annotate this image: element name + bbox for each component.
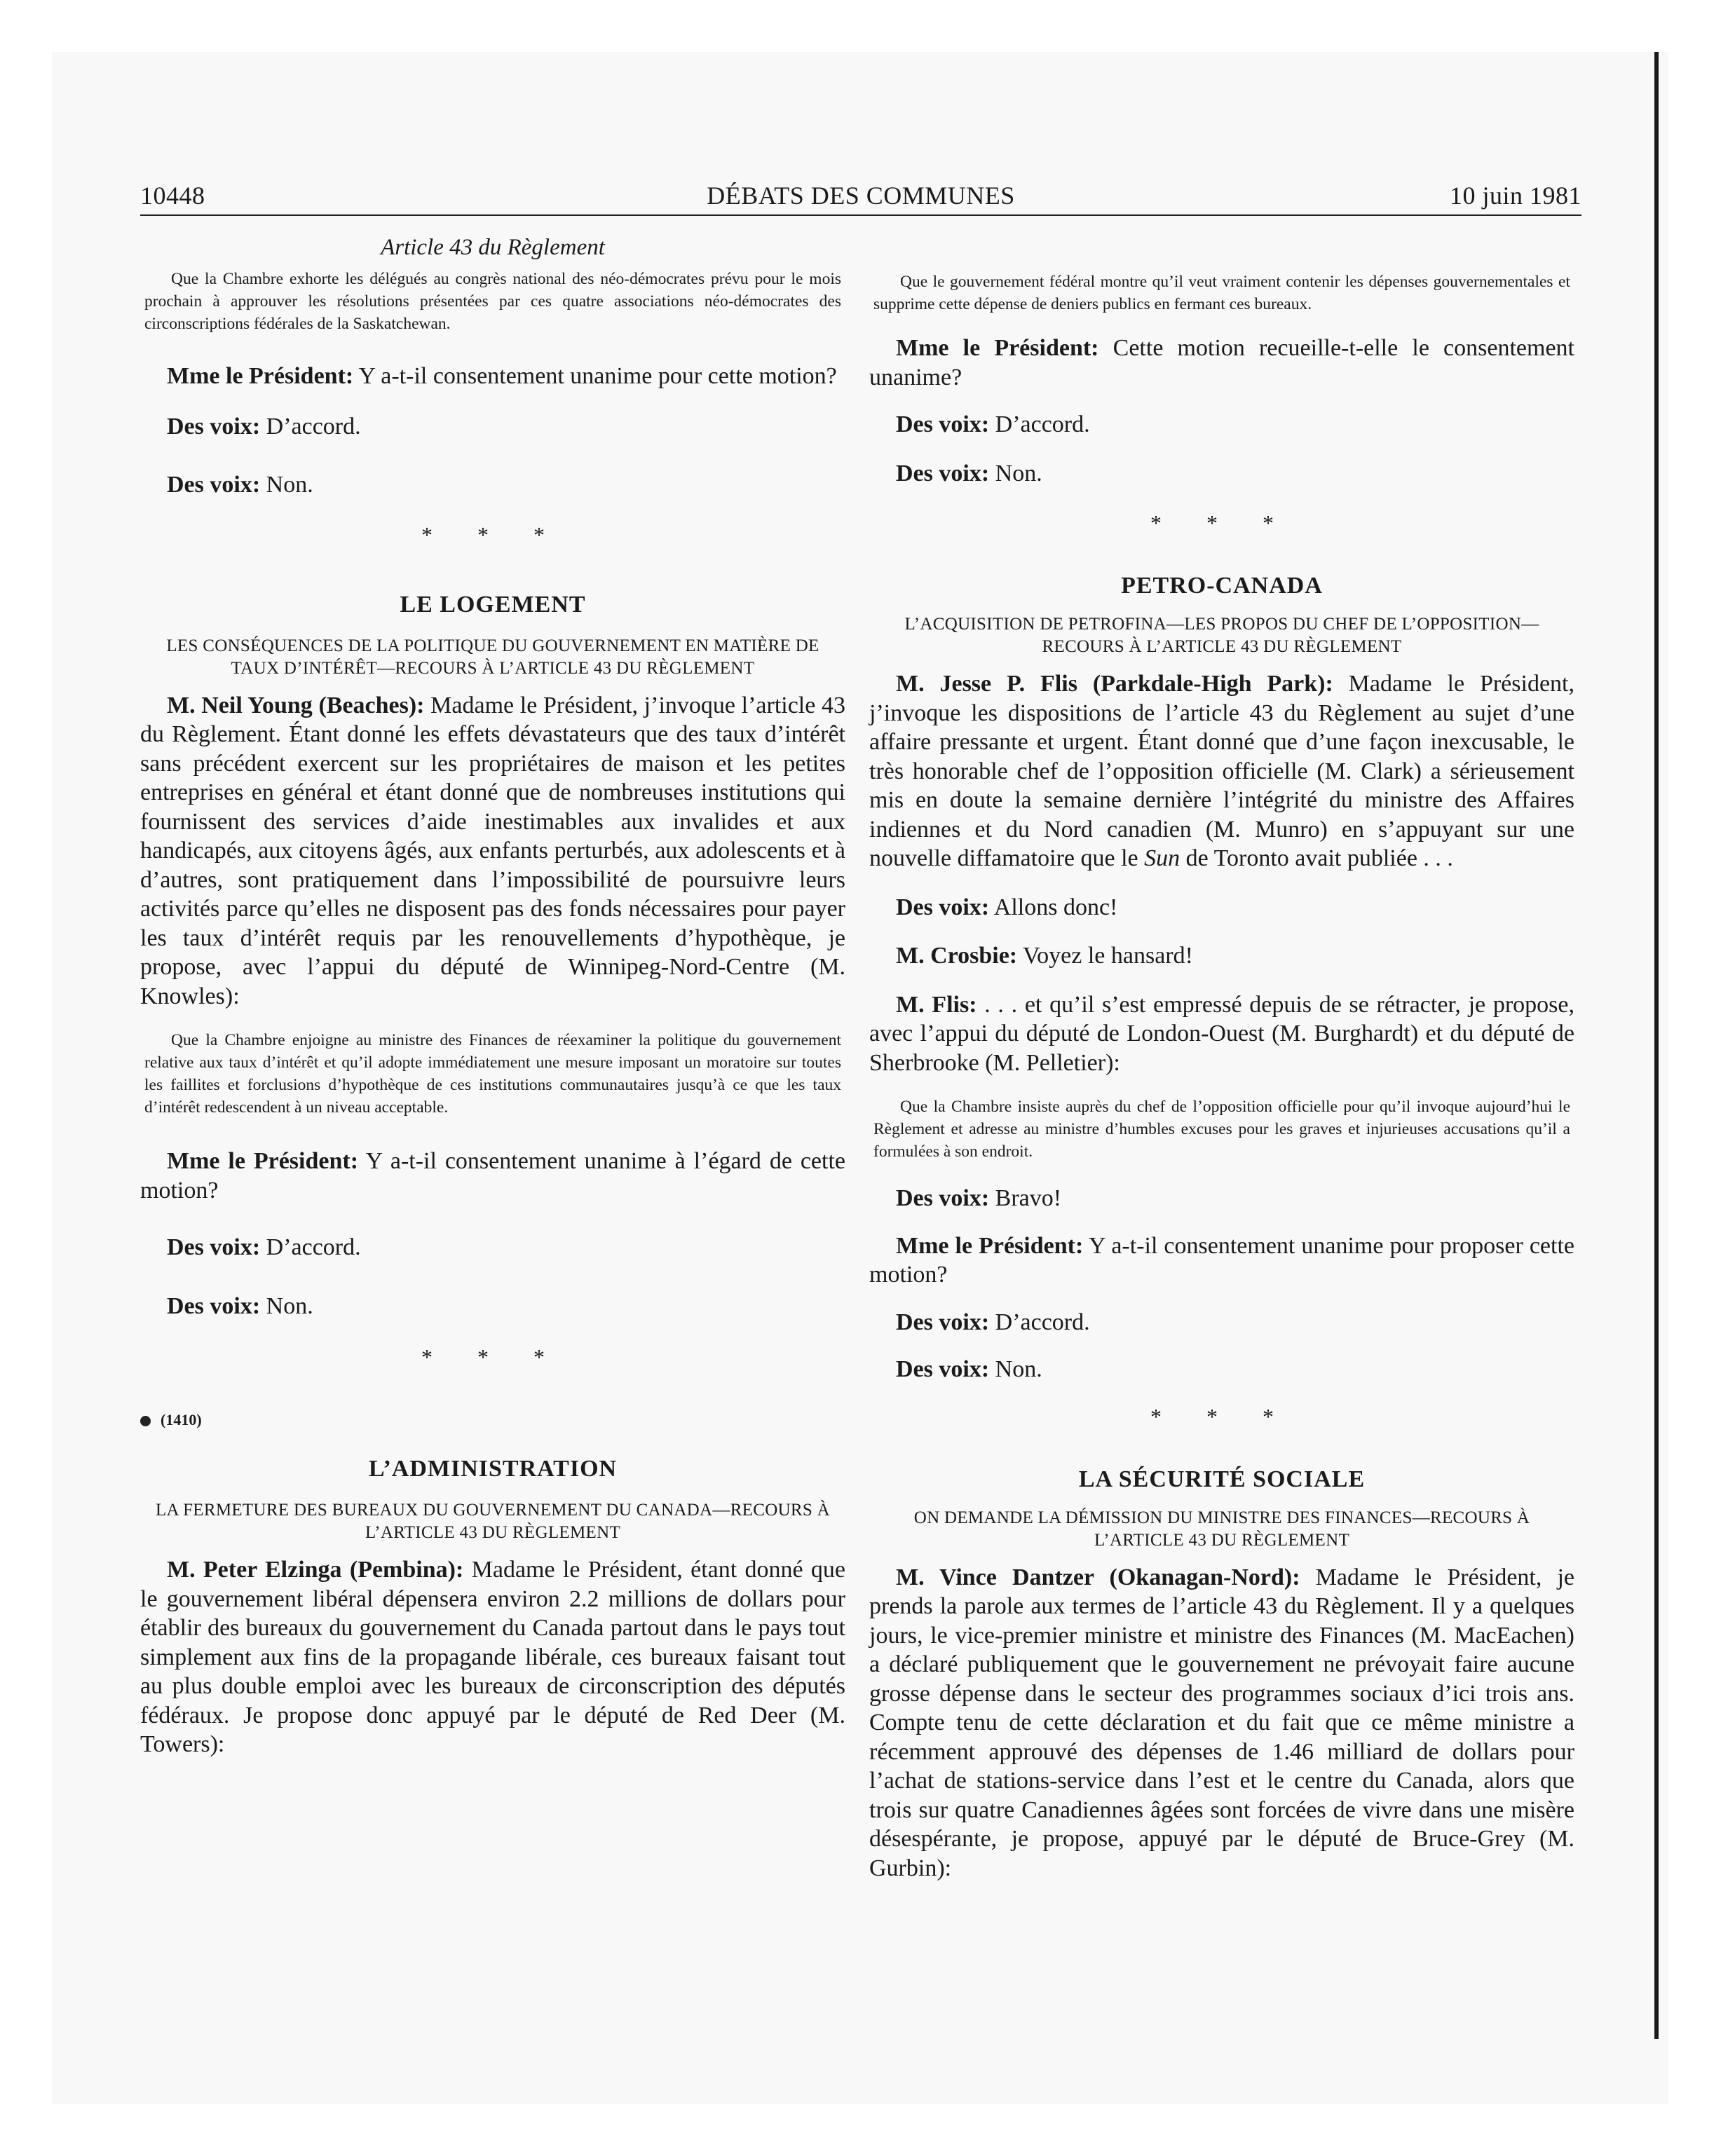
- section-subtitle: L’ACQUISITION DE PETROFINA—LES PROPOS DU CHEF DE L’OPPOSITION—RECOURS À L’ARTICLE 43 DU RÈGLEMENT: [904, 615, 1539, 656]
- speech: [869, 459, 1574, 489]
- speech-text: Non.: [260, 1292, 313, 1319]
- speech: [869, 1184, 1574, 1213]
- speech: [869, 669, 1574, 873]
- section-title: PETRO-CANADA: [1121, 573, 1323, 599]
- speech-text: Madame le Président, étant donné que le gouvernement libéral dépensera environ 2.2 millions de dollars pour établir des bureaux du gouvernement du Canada partout dans le pays tout simplement aux fins de la propagande libérale, ces bureaux faisant tout au plus double emploi avec les bureaux de circonscription des députés fédéraux. Je propose donc appuyé par le député de Red Deer (M. Towers):: [140, 1557, 846, 1757]
- speech: [869, 990, 1574, 1078]
- speaker-name: Des voix:: [167, 413, 261, 439]
- speaker-name: Des voix:: [896, 1185, 990, 1211]
- speaker-name: Des voix:: [167, 472, 261, 498]
- section-separator: * * *: [1150, 1403, 1293, 1429]
- speaker-name: Mme le Président:: [167, 1148, 359, 1174]
- speech-text: Allons donc!: [989, 894, 1118, 920]
- speech: [869, 1563, 1574, 1883]
- speech: [140, 470, 845, 500]
- page-number: 10448: [140, 182, 205, 210]
- speech: [869, 1231, 1574, 1290]
- speech-text: . . . et qu’il s’est empressé depuis de se rétracter, je propose, avec l’appui du député de London-Ouest (M. Burghardt) et du député de Sherbrooke (M. Pelletier):: [869, 991, 1574, 1076]
- speech-text: Madame le Président, je prends la parole aux termes de l’article 43 du Règlement. Il y a quelques jours, le vice-premier ministre et ministre des Finances (M. MacEachen) a déclaré publiquement que le gouvernement ne prévoyait faire aucune grosse dépense dans le secteur des programmes sociaux d’ici trois ans. Compte tenu de cette déclaration et du fait que ce même ministre a récemment approuvé des dépenses de 1.46 milliard de dollars pour l’achat de stations-service dans l’est et le centre du Canada, alors que trois sur quatre Canadiennes âgées sont forcées de vivre dans une misère désespérante, je propose, appuyé par le député de Bruce-Grey (M. Gurbin):: [869, 1564, 1575, 1881]
- section-subtitle: ON DEMANDE LA DÉMISSION DU MINISTRE DES FINANCES—RECOURS À L’ARTICLE 43 DU RÈGLEMENT: [913, 1508, 1530, 1550]
- speaker-name: Des voix:: [896, 1356, 990, 1382]
- speech: [869, 893, 1574, 922]
- timestamp-text: (1410): [161, 1411, 202, 1428]
- speaker-name: M. Vince Dantzer (Okanagan-Nord):: [896, 1564, 1300, 1590]
- speech: [140, 691, 845, 1011]
- speaker-name: Mme le Président:: [167, 363, 354, 389]
- speaker-name: Des voix:: [896, 894, 990, 920]
- speech: [140, 412, 845, 442]
- speech-text: Non.: [989, 460, 1042, 486]
- section-separator: * * *: [421, 1344, 564, 1370]
- page-edge-rule: [1654, 52, 1659, 2039]
- motion-quote: Que la Chambre exhorte les délégués au congrès national des néo-démocrates prévu pour le mois prochain à approuver les résolutions présentées par ces quatre associations néo-démocrates des circonscriptions fédérales de la Saskatchewan.: [144, 270, 841, 333]
- speaker-name: Des voix:: [896, 1309, 990, 1335]
- speech-text: Non.: [260, 472, 313, 498]
- speaker-name: Mme le Président:: [896, 1232, 1084, 1259]
- speech-text: D’accord.: [989, 1309, 1090, 1335]
- speaker-name: Des voix:: [167, 1234, 261, 1260]
- speaker-name: Des voix:: [896, 460, 990, 486]
- header-rule: [140, 214, 1581, 216]
- speech: [140, 1555, 845, 1759]
- speech-text: Cette motion recueille-t-elle le consentement unanime?: [869, 335, 1574, 390]
- section-subtitle: LES CONSÉQUENCES DE LA POLITIQUE DU GOUVERNEMENT EN MATIÈRE DE TAUX D’INTÉRÊT—RECOURS À L’ARTICLE 43 DU RÈGLEMENT: [166, 636, 819, 678]
- speech: [140, 1233, 845, 1262]
- speech-text: Voyez le hansard!: [1017, 943, 1193, 969]
- speech-text: Madame le Président, j’invoque l’article 43 du Règlement. Étant donné les effets dévastateurs que des taux d’intérêt sans précédent exercent sur les propriétaires de maison et les petites entreprises en général et étant donné que de nombreuses institutions qui fournissent des services d’aide inestimables aux invalides et aux handicapés, aux citoyens âgés, aux enfants perturbés, aux adolescents et à d’autres, sont pratiquement dans l’impossibilité de poursuivre leurs activités parce qu’elles ne disposent pas des fonds nécessaires pour payer les taux d’intérêt requis par les renouvellements d’hypothèque, je propose, avec l’appui du député de Winnipeg-Nord-Centre (M. Knowles):: [140, 692, 845, 1009]
- speech: [869, 410, 1574, 439]
- speech-text: Y a-t-il consentement unanime à l’égard de cette motion?: [140, 1148, 845, 1203]
- section-title: LE LOGEMENT: [400, 591, 586, 618]
- bullet-dot-icon: [140, 1416, 151, 1426]
- article-heading: Article 43 du Règlement: [381, 235, 605, 260]
- speech: [869, 1308, 1574, 1337]
- speech-text: Non.: [989, 1356, 1042, 1382]
- speech: [869, 1355, 1574, 1384]
- speech: [140, 1147, 845, 1205]
- speaker-name: M. Peter Elzinga (Pembina):: [167, 1557, 464, 1583]
- right-column: [869, 271, 1574, 1883]
- newspaper-name: Sun: [1144, 845, 1181, 871]
- motion-quote: Que la Chambre insiste auprès du chef de l’opposition officielle pour qu’il invoque aujourd’hui le Règlement et adresse au ministre d’humbles excuses pour les graves et injurieuses accusations qu’il a formulées à son endroit.: [873, 1098, 1570, 1161]
- motion-quote: Que le gouvernement fédéral montre qu’il veut vraiment contenir les dépenses gouvernementales et supprime cette dépense de deniers publics en fermant ces bureaux.: [873, 273, 1570, 313]
- speech-text: D’accord.: [989, 411, 1090, 437]
- speaker-name: M. Jesse P. Flis (Parkdale-High Park):: [896, 671, 1333, 697]
- section-title: L’ADMINISTRATION: [368, 1456, 618, 1482]
- speech-text: Y a-t-il consentement unanime pour cette motion?: [353, 363, 837, 389]
- speaker-name: M. Crosbie:: [896, 943, 1018, 969]
- speaker-name: M. Flis:: [896, 991, 977, 1018]
- page-header: [140, 181, 1581, 216]
- speaker-name: Des voix:: [167, 1292, 261, 1319]
- speech-text: Y a-t-il consentement unanime pour proposer cette motion?: [869, 1232, 1574, 1288]
- section-separator: * * *: [1150, 510, 1293, 535]
- section-title: LA SÉCURITÉ SOCIALE: [1078, 1466, 1366, 1492]
- speech-text: Bravo!: [989, 1185, 1062, 1211]
- speaker-name: Des voix:: [896, 411, 990, 437]
- motion-quote: Que la Chambre enjoigne au ministre des Finances de réexaminer la politique du gouvernement relative aux taux d’intérêt et qu’il adopte immédiatement une mesure imposant un moratoire sur toutes les faillites et forclusions d’hypothèque de ces institutions communautaires jusqu’à ce que les taux d’intérêt redescendent à un niveau acceptable.: [144, 1031, 841, 1117]
- speaker-name: Mme le Président:: [896, 335, 1099, 361]
- speech-text: Madame le Président, j’invoque les dispositions de l’article 43 du Règlement au sujet d’une affaire pressante et urgent. Étant donné que d’une façon inexcusable, le très honorable chef de l’opposition officielle (M. Clark) a sérieusement mis en doute la semaine dernière l’intégrité du ministre des Affaires indiennes et du Nord canadien (M. Munro) en s’appuyant sur une nouvelle diffamatoire que le: [869, 671, 1574, 871]
- speech: [140, 1292, 845, 1321]
- speaker-name: M. Neil Young (Beaches):: [167, 692, 425, 718]
- speech-text: de Toronto avait publiée . . .: [1180, 845, 1453, 871]
- publication-date: 10 juin 1981: [1449, 182, 1581, 210]
- speech: [869, 334, 1574, 392]
- timestamp: [140, 1411, 845, 1429]
- section-separator: * * *: [421, 521, 564, 547]
- speech: [869, 941, 1574, 971]
- publication-title: DÉBATS DES COMMUNES: [707, 182, 1015, 210]
- speech-text: D’accord.: [260, 1234, 361, 1260]
- speech: [140, 362, 845, 391]
- left-column: [140, 235, 845, 1759]
- speech-text: D’accord.: [260, 413, 361, 439]
- section-subtitle: LA FERMETURE DES BUREAUX DU GOUVERNEMENT DU CANADA—RECOURS À L’ARTICLE 43 DU RÈGLEMENT: [155, 1501, 831, 1542]
